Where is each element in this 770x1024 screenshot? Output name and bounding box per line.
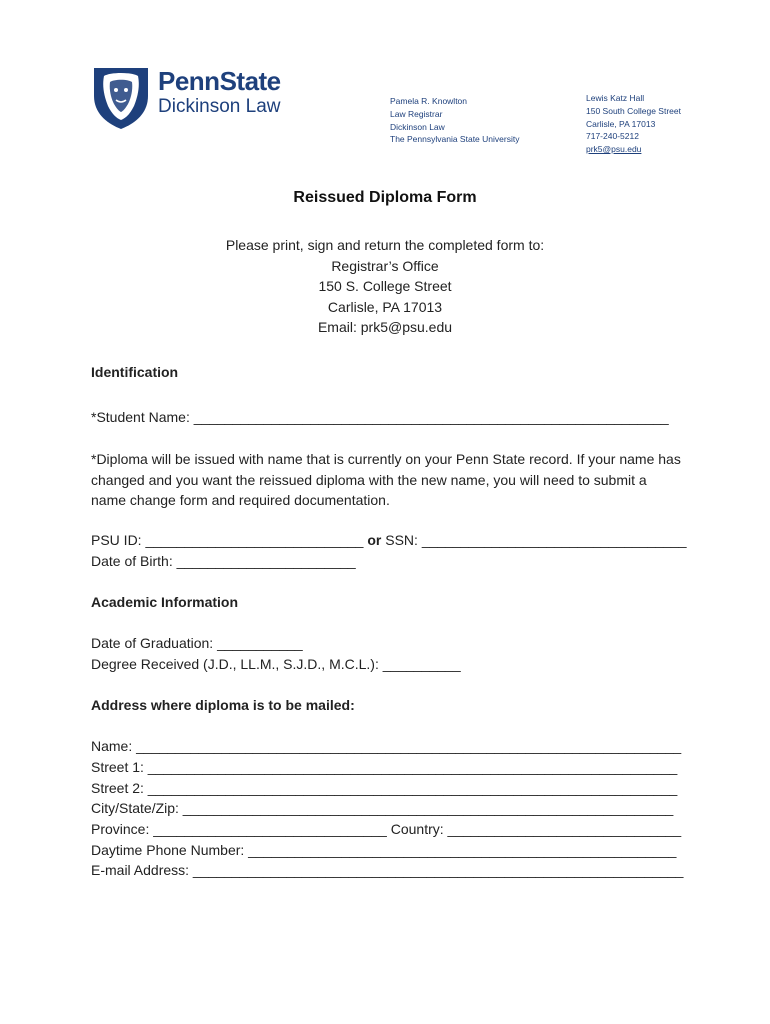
registrar-university: The Pennsylvania State University — [390, 134, 520, 145]
instruction-line: Carlisle, PA 17013 — [327, 298, 443, 315]
instruction-line: 150 S. College Street — [318, 278, 452, 295]
address-building: Lewis Katz Hall — [586, 93, 645, 103]
city-state-zip-field[interactable]: City/State/Zip: _______________________________________________________________ — [91, 800, 674, 816]
or-label: or — [367, 532, 382, 548]
school-name: Dickinson Law — [158, 96, 281, 117]
degree-field[interactable]: Degree Received (J.D., LL.M., S.J.D., M.C.L.): __________ — [91, 656, 461, 672]
office-address — [586, 92, 681, 156]
form-title: Reissued Diploma Form — [293, 189, 477, 206]
student-name-field[interactable]: *Student Name: _____________________________________________________________ — [91, 409, 669, 425]
graduation-date-field[interactable]: Date of Graduation: ___________ — [91, 635, 303, 651]
nittany-lion-shield-icon — [92, 66, 150, 130]
province-country-row — [91, 821, 681, 837]
mailing-name-field[interactable]: Name: ______________________________________________________________________ — [91, 738, 682, 754]
academic-heading: Academic Information — [91, 594, 239, 610]
registrar-title: Law Registrar — [390, 108, 443, 119]
identification-heading: Identification — [91, 364, 179, 380]
psu-id-field[interactable]: PSU ID: ____________________________ — [91, 532, 364, 548]
instruction-line: Registrar’s Office — [331, 257, 439, 274]
name-change-note: *Diploma will be issued with name that is currently on your Penn State record. If your name has changed and you want the reissued diploma with the new name, you will need to submit a name change form and required documentation. — [91, 451, 681, 509]
phone-field[interactable]: Daytime Phone Number: _______________________________________________________ — [91, 842, 677, 858]
email-address-field[interactable]: E-mail Address: _______________________________________________________________ — [91, 862, 684, 878]
instruction-line: Please print, sign and return the completed form to: — [225, 237, 545, 253]
street1-field[interactable]: Street 1: ____________________________________________________________________ — [91, 759, 678, 775]
brand-name: PennState — [158, 66, 281, 96]
registrar-name: Pamela R. Knowlton — [390, 96, 468, 106]
pennstate-logo — [92, 66, 302, 132]
province-field[interactable]: Province: ______________________________ — [91, 821, 387, 837]
return-instructions — [0, 235, 770, 338]
mailing-heading: Address where diploma is to be mailed: — [91, 697, 355, 713]
country-field[interactable]: Country: ______________________________ — [390, 821, 682, 837]
address-phone: 717-240-5212 — [586, 131, 639, 142]
registrar-school: Dickinson Law — [390, 121, 445, 132]
instruction-line: Email: prk5@psu.edu — [317, 319, 453, 336]
address-street: 150 South College Street — [586, 105, 681, 116]
email-link[interactable]: prk5@psu.edu — [586, 144, 642, 155]
address-city: Carlisle, PA 17013 — [586, 118, 656, 129]
ssn-field[interactable]: SSN: __________________________________ — [385, 532, 687, 548]
psu-id-ssn-row — [91, 532, 687, 548]
date-of-birth-field[interactable]: Date of Birth: _______________________ — [91, 553, 356, 569]
registrar-contact — [390, 95, 519, 146]
street2-field[interactable]: Street 2: ____________________________________________________________________ — [91, 780, 678, 796]
